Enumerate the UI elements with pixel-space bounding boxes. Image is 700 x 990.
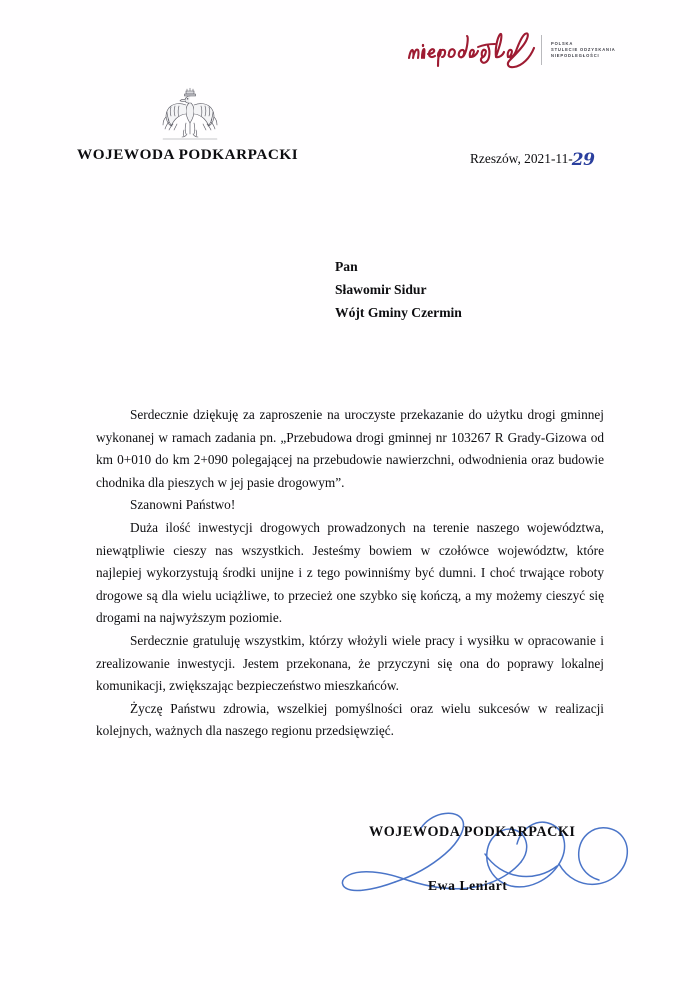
logo-lockup-line-2: STULECIE ODZYSKANIA xyxy=(551,46,616,52)
body-paragraph-2: Szanowni Państwo! xyxy=(130,497,236,513)
body-paragraph-1: Serdecznie dziękuję za zaproszenie na uroczyste przekazanie do użytku drogi gminnej wykonanej w ramach zadania pn. „Przebudowa drogi gminnej nr 103267 R Grady-Gizowa od km 0+010 do km 2+090 polegającej na przebudowie nawierzchni, odwodnienia oraz budowie chodnika dla pieszych w jej pasie drogowym”. xyxy=(96,407,604,490)
polish-eagle-emblem-icon xyxy=(157,86,223,148)
signature-office-title: WOJEWODA PODKARPACKI xyxy=(369,824,576,840)
handwritten-day-value: 29 xyxy=(571,150,595,170)
handwritten-signature-icon xyxy=(335,804,635,924)
body-paragraph-5: Życzę Państwu zdrowia, wszelkiej pomyślności oraz wielu sukcesów w realizacji kolejnych, ważnych dla naszego regionu przedsięwzięć. xyxy=(96,700,604,739)
office-title: WOJEWODA PODKARPACKI xyxy=(77,146,299,163)
body-paragraph-4: Serdecznie gratuluję wszystkim, którzy włożyli wiele pracy i wysiłku w opracowanie i zrealizowanie inwestycji. Jestem przekonana, że przyczyni się ona do poprawy lokalnej komunikacji, zwiększając bezpieczeństwo mieszkańców. xyxy=(96,632,604,694)
niepodlegla-logo xyxy=(404,24,624,76)
addressee-position: Wójt Gminy Czermin xyxy=(335,305,462,320)
letter-body xyxy=(96,404,604,743)
niepodlegla-wordmark-icon xyxy=(404,24,538,76)
logo-lockup-line-3: NIEPODLEGŁOŚCI xyxy=(551,53,600,59)
place-and-date xyxy=(470,148,595,168)
place-date-text: Rzeszów, 2021-11- xyxy=(470,151,573,166)
addressee-name: Sławomir Sidur xyxy=(335,282,427,297)
addressee-salutation: Pan xyxy=(335,259,358,274)
body-paragraph-3: Duża ilość inwestycji drogowych prowadzonych na terenie naszego województwa, niewątpliwie cieszy nas wszystkich. Jesteśmy bowiem w czołówce województw, które najlepiej wykorzystują środki unijne i z tego powinniśmy być dumni. I choć trwające roboty drogowe są dla wielu uciążliwe, to przecież one szybko się kończą, a my możemy cieszyć się drogami na najwyższym poziomie. xyxy=(96,519,604,626)
signature-block xyxy=(340,812,630,922)
logo-lockup-text xyxy=(551,41,616,60)
logo-lockup-line-1: POLSKA xyxy=(551,40,574,46)
addressee-block xyxy=(335,255,462,324)
signature-person-name: Ewa Leniart xyxy=(428,878,508,893)
logo-divider xyxy=(541,35,542,65)
